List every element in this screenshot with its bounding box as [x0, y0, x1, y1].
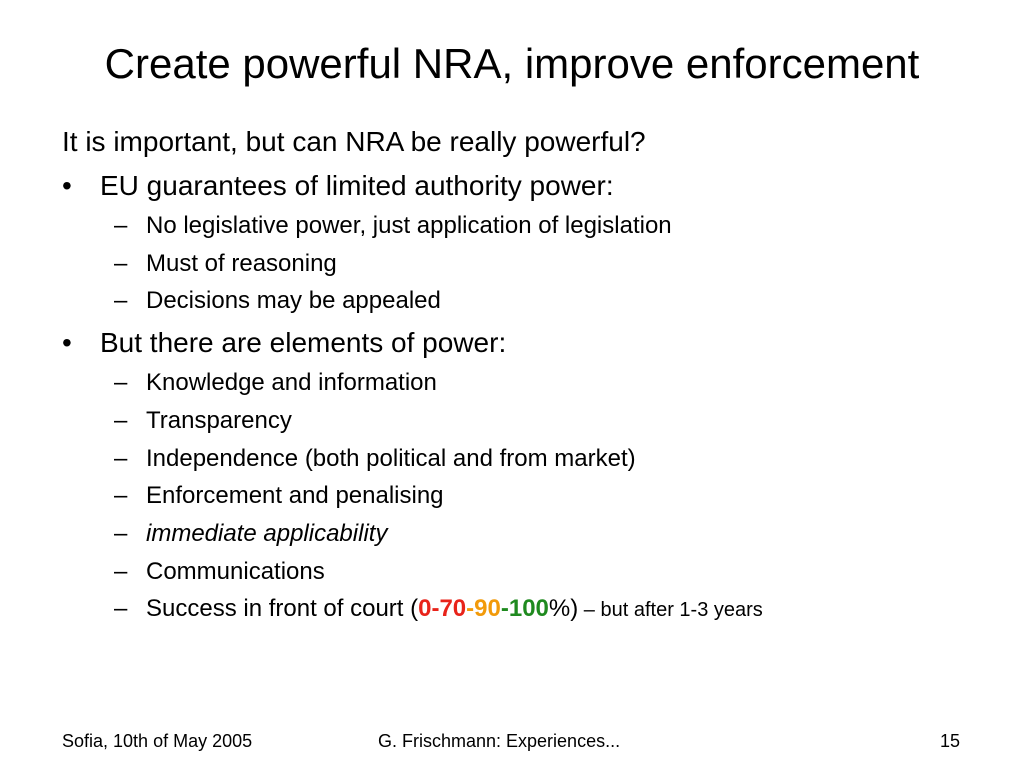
sub-item-transparency: [114, 406, 292, 436]
dash-marker: –: [114, 407, 128, 434]
sub-item-text: immediate applicability: [146, 520, 388, 547]
success-suffix: %): [548, 595, 579, 622]
intro-text: It is important, but can NRA be really powerful?: [62, 126, 646, 157]
sub-item-text: Independence (both political and from market): [146, 445, 636, 472]
bullet-marker: •: [62, 170, 72, 201]
slide-title: Create powerful NRA, improve enforcement: [104, 40, 920, 87]
sub-item-text: Enforcement and penalising: [146, 482, 444, 509]
success-separator: -: [500, 595, 509, 622]
dash-marker: –: [114, 369, 128, 396]
success-value-green: 100: [508, 595, 549, 622]
sub-item-success-in-court: [114, 594, 763, 625]
bullet-text: EU guarantees of limited authority power:: [100, 170, 614, 201]
success-note: – but after 1-3 years: [578, 599, 763, 621]
footer-page-number: 15: [940, 731, 961, 751]
success-separator: -: [466, 595, 475, 622]
sub-item-enforcement: [114, 481, 444, 511]
sub-item-text: Knowledge and information: [146, 369, 437, 396]
dash-marker: –: [114, 445, 128, 472]
dash-marker: –: [114, 595, 128, 622]
sub-item-text: Must of reasoning: [146, 250, 337, 277]
sub-item-knowledge: [114, 368, 437, 398]
dash-marker: –: [114, 520, 128, 547]
bullet-item-elements-of-power: [62, 325, 507, 361]
dash-marker: –: [114, 287, 128, 314]
success-value-red: 0-70: [418, 595, 467, 622]
sub-item-decisions-appealed: [114, 286, 441, 316]
bullet-text: But there are elements of power:: [100, 327, 507, 358]
bullet-marker: •: [62, 327, 72, 358]
sub-item-immediate-applicability: [114, 519, 388, 549]
success-prefix: Success in front of court (: [146, 595, 419, 622]
dash-marker: –: [114, 558, 128, 585]
dash-marker: –: [114, 482, 128, 509]
success-value-orange: 90: [474, 595, 501, 622]
sub-item-text: Decisions may be appealed: [146, 287, 441, 314]
footer-author: G. Frischmann: Experiences...: [378, 731, 621, 751]
sub-item-communications: [114, 557, 325, 587]
sub-item-text: Communications: [146, 558, 325, 585]
footer-date: Sofia, 10th of May 2005: [62, 731, 253, 751]
dash-marker: –: [114, 250, 128, 277]
bullet-item-eu-guarantees: [62, 168, 614, 204]
dash-marker: –: [114, 212, 128, 239]
sub-item-independence: [114, 444, 636, 474]
sub-item-no-legislative-power: [114, 211, 672, 241]
sub-item-text: Transparency: [146, 407, 292, 434]
sub-item-must-of-reasoning: [114, 249, 337, 279]
sub-item-text: No legislative power, just application of legislation: [146, 212, 672, 239]
